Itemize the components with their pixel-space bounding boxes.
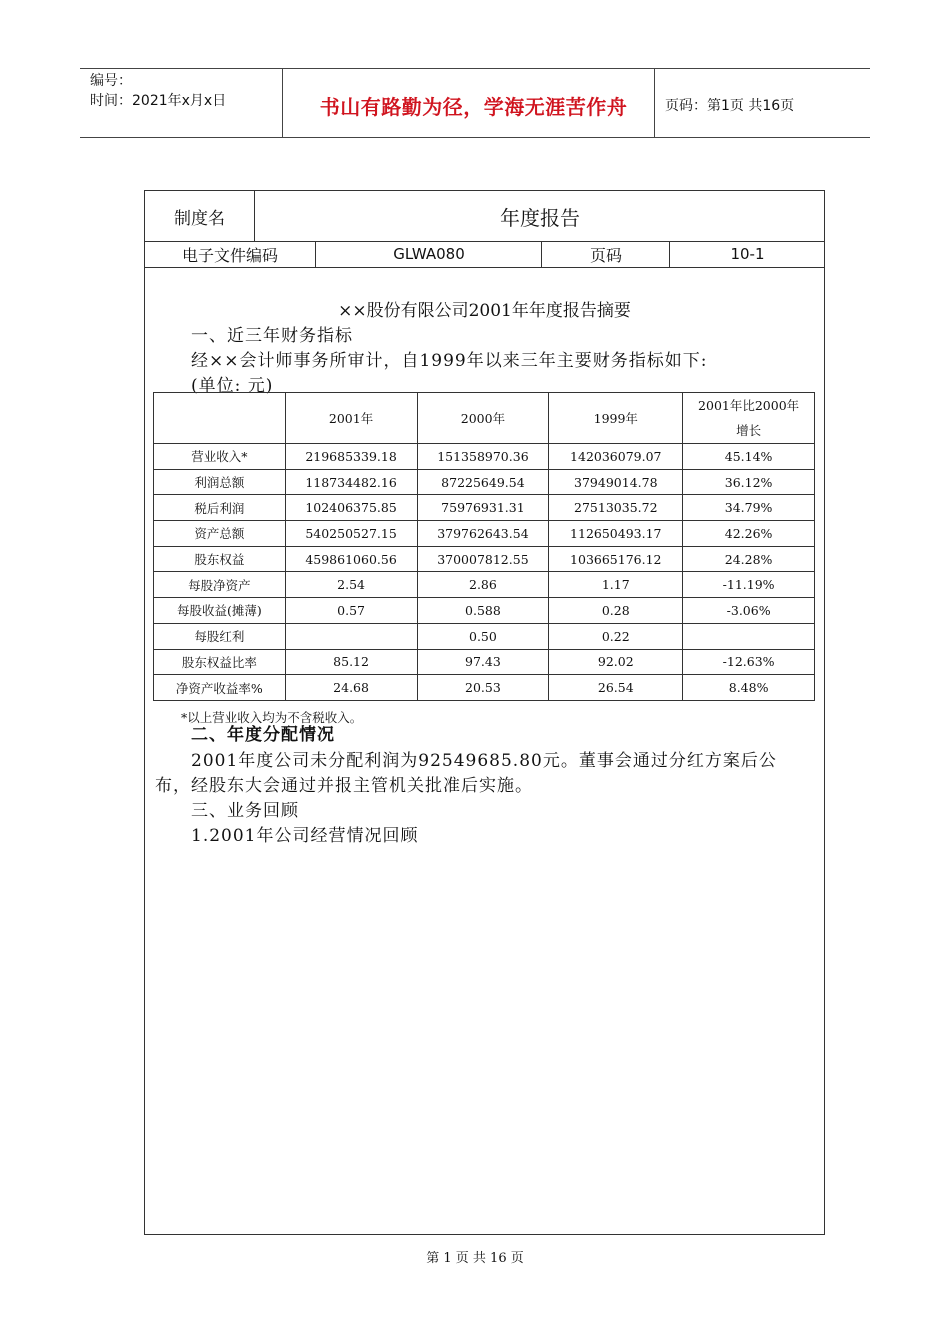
- table-cell: 45.14%: [683, 444, 815, 470]
- table-header-cell: 2001年: [285, 393, 417, 444]
- table-cell: [285, 623, 417, 649]
- header-meta: [90, 71, 226, 111]
- table-note: *以上营业收入均为不含税收入。: [181, 710, 363, 725]
- page-label: 页码: [541, 241, 670, 267]
- table-header-cell: [154, 393, 286, 444]
- table-cell: 24.68: [285, 675, 417, 701]
- table-cell: 37949014.78: [549, 469, 683, 495]
- paragraph-2-line-1: 2001年度公司未分配利润为92549685.80元。董事会通过分红方案后公: [191, 751, 777, 771]
- table-cell: 2.86: [417, 572, 549, 598]
- form-row-code: [145, 241, 824, 268]
- table-header-cell: 2000年: [417, 393, 549, 444]
- name-value: 年度报告: [254, 191, 825, 241]
- section-1-heading: 一、近三年财务指标: [191, 326, 353, 346]
- table-row: [154, 623, 815, 649]
- table-row: [154, 572, 815, 598]
- table-cell: 27513035.72: [549, 495, 683, 521]
- row-label-cell: 股东权益比率: [154, 649, 286, 675]
- file-code-value: GLWA080: [315, 241, 542, 267]
- file-code-label: 电子文件编码: [181, 245, 278, 265]
- table-cell: 26.54: [549, 675, 683, 701]
- header-page-info: 页码：第1页 共16页: [665, 98, 795, 114]
- table-row: [154, 546, 815, 572]
- table-cell: 103665176.12: [549, 546, 683, 572]
- table-row: [154, 444, 815, 470]
- row-label-cell: 税后利润: [154, 495, 286, 521]
- table-cell: 97.43: [417, 649, 549, 675]
- row-label-cell: 资产总额: [154, 521, 286, 547]
- table-cell: 219685339.18: [285, 444, 417, 470]
- report-frame: [144, 190, 825, 1235]
- table-cell: 0.50: [417, 623, 549, 649]
- table-header-row: [154, 393, 815, 444]
- table-cell: 0.28: [549, 598, 683, 624]
- row-label-cell: 每股红利: [154, 623, 286, 649]
- table-cell: 540250527.15: [285, 521, 417, 547]
- row-label-cell: 每股收益(摊薄): [154, 598, 286, 624]
- table-cell: -11.19%: [683, 572, 815, 598]
- table-cell: [683, 623, 815, 649]
- table-cell: 85.12: [285, 649, 417, 675]
- report-title: ××股份有限公司2001年年度报告摘要: [338, 301, 631, 321]
- table-cell: 24.28%: [683, 546, 815, 572]
- table-row: [154, 521, 815, 547]
- table-cell: 118734482.16: [285, 469, 417, 495]
- table-cell: -3.06%: [683, 598, 815, 624]
- header-divider: [282, 69, 283, 137]
- page-value: 10-1: [669, 241, 825, 267]
- table-row: [154, 495, 815, 521]
- table-cell: 20.53: [417, 675, 549, 701]
- table-cell: 1.17: [549, 572, 683, 598]
- intro-text: 经××会计师事务所审计，自1999年以来三年主要财务指标如下:: [191, 351, 708, 371]
- name-label: 制度名: [174, 208, 225, 229]
- table-cell: 370007812.55: [417, 546, 549, 572]
- table-header-cell: 1999年: [549, 393, 683, 444]
- table-cell: 102406375.85: [285, 495, 417, 521]
- table-cell: 0.588: [417, 598, 549, 624]
- section-2-heading: 二、年度分配情况: [191, 725, 335, 745]
- table-header-cell: 2001年比2000年增长: [683, 393, 815, 444]
- financial-table: [153, 392, 815, 701]
- document-header: [80, 68, 870, 138]
- table-cell: 92.02: [549, 649, 683, 675]
- form-row-name: [145, 191, 824, 242]
- table-cell: 8.48%: [683, 675, 815, 701]
- table-cell: 459861060.56: [285, 546, 417, 572]
- page-footer: 第 1 页 共 16 页: [426, 1251, 524, 1266]
- table-cell: -12.63%: [683, 649, 815, 675]
- row-label-cell: 利润总额: [154, 469, 286, 495]
- table-cell: 75976931.31: [417, 495, 549, 521]
- table-cell: 34.79%: [683, 495, 815, 521]
- number-label: 编号：: [90, 73, 132, 89]
- table-row: [154, 675, 815, 701]
- unit-text: (单位: 元): [191, 376, 274, 396]
- paragraph-2-line-2: 布，经股东大会通过并报主管机关批准后实施。: [155, 776, 533, 796]
- table-cell: 36.12%: [683, 469, 815, 495]
- table-cell: 142036079.07: [549, 444, 683, 470]
- item-1: 1.2001年公司经营情况回顾: [191, 826, 419, 846]
- table-row: [154, 649, 815, 675]
- row-label-cell: 每股净资产: [154, 572, 286, 598]
- table-cell: 2.54: [285, 572, 417, 598]
- motto: 书山有路勤为径，学海无涯苦作舟: [319, 95, 628, 119]
- table-row: [154, 598, 815, 624]
- row-label-cell: 净资产收益率%: [154, 675, 286, 701]
- table-cell: 87225649.54: [417, 469, 549, 495]
- section-3-heading: 三、业务回顾: [191, 801, 299, 821]
- time-label: 时间：2021年x月x日: [90, 93, 227, 109]
- table-cell: 112650493.17: [549, 521, 683, 547]
- table-cell: 0.22: [549, 623, 683, 649]
- table-cell: 0.57: [285, 598, 417, 624]
- table-row: [154, 469, 815, 495]
- row-label-cell: 营业收入*: [154, 444, 286, 470]
- row-label-cell: 股东权益: [154, 546, 286, 572]
- table-cell: 151358970.36: [417, 444, 549, 470]
- table-cell: 379762643.54: [417, 521, 549, 547]
- table-cell: 42.26%: [683, 521, 815, 547]
